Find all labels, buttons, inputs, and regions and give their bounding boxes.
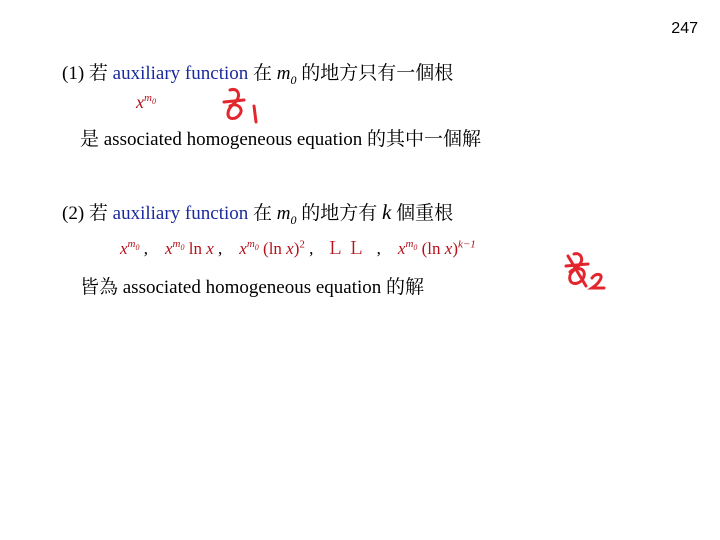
page-number: 247 [671, 20, 698, 37]
handwritten-mark-1 [222, 84, 266, 126]
item2-root: $m_0$ [276, 203, 297, 227]
item2-suffix-a: 的地方有 [301, 203, 378, 224]
item1-term: auxiliary function [112, 63, 249, 84]
solution-term-1: $x^{m_0}$ [120, 238, 140, 258]
item1-root: $m_0$ [276, 63, 297, 87]
solution-term-k: $x^{m_0}$ (ln x)$^{k-1}$ [397, 238, 476, 258]
item2-solutions: $x^{m_0}$ , $x^{m_0}$ ln x , $x^{m_0}$ (ln x)$^2$ , ＬＬ , $x^{m_0}$ (ln x)$^{k-1}$ [120, 238, 476, 258]
item1-solution: $x^{m_0}$ [136, 92, 156, 112]
item2-multiplicity: k [382, 200, 392, 224]
item1-suffix: 的地方只有一個根 [301, 63, 454, 84]
item1-prefix: (1) 若 [62, 63, 108, 84]
item2-term: auxiliary function [112, 203, 249, 224]
item1-mid: 在 [253, 63, 273, 84]
item2-line3: 皆為 associated homogeneous equation 的解 [80, 277, 425, 298]
handwritten-mark-2 [562, 246, 614, 296]
item1-line2: 是 associated homogeneous equation 的其中一個解 [80, 129, 482, 150]
item2-prefix: (2) 若 [62, 203, 108, 224]
item2-heading [62, 198, 453, 228]
solution-term-3: $x^{m_0}$ (ln x)$^2$ [239, 238, 305, 258]
ellipsis-dots: ＬＬ [326, 239, 369, 258]
solution-term-2: $x^{m_0}$ ln x [165, 238, 214, 258]
item2-mid: 在 [253, 203, 273, 224]
item2-suffix-b: 個重根 [396, 203, 454, 224]
